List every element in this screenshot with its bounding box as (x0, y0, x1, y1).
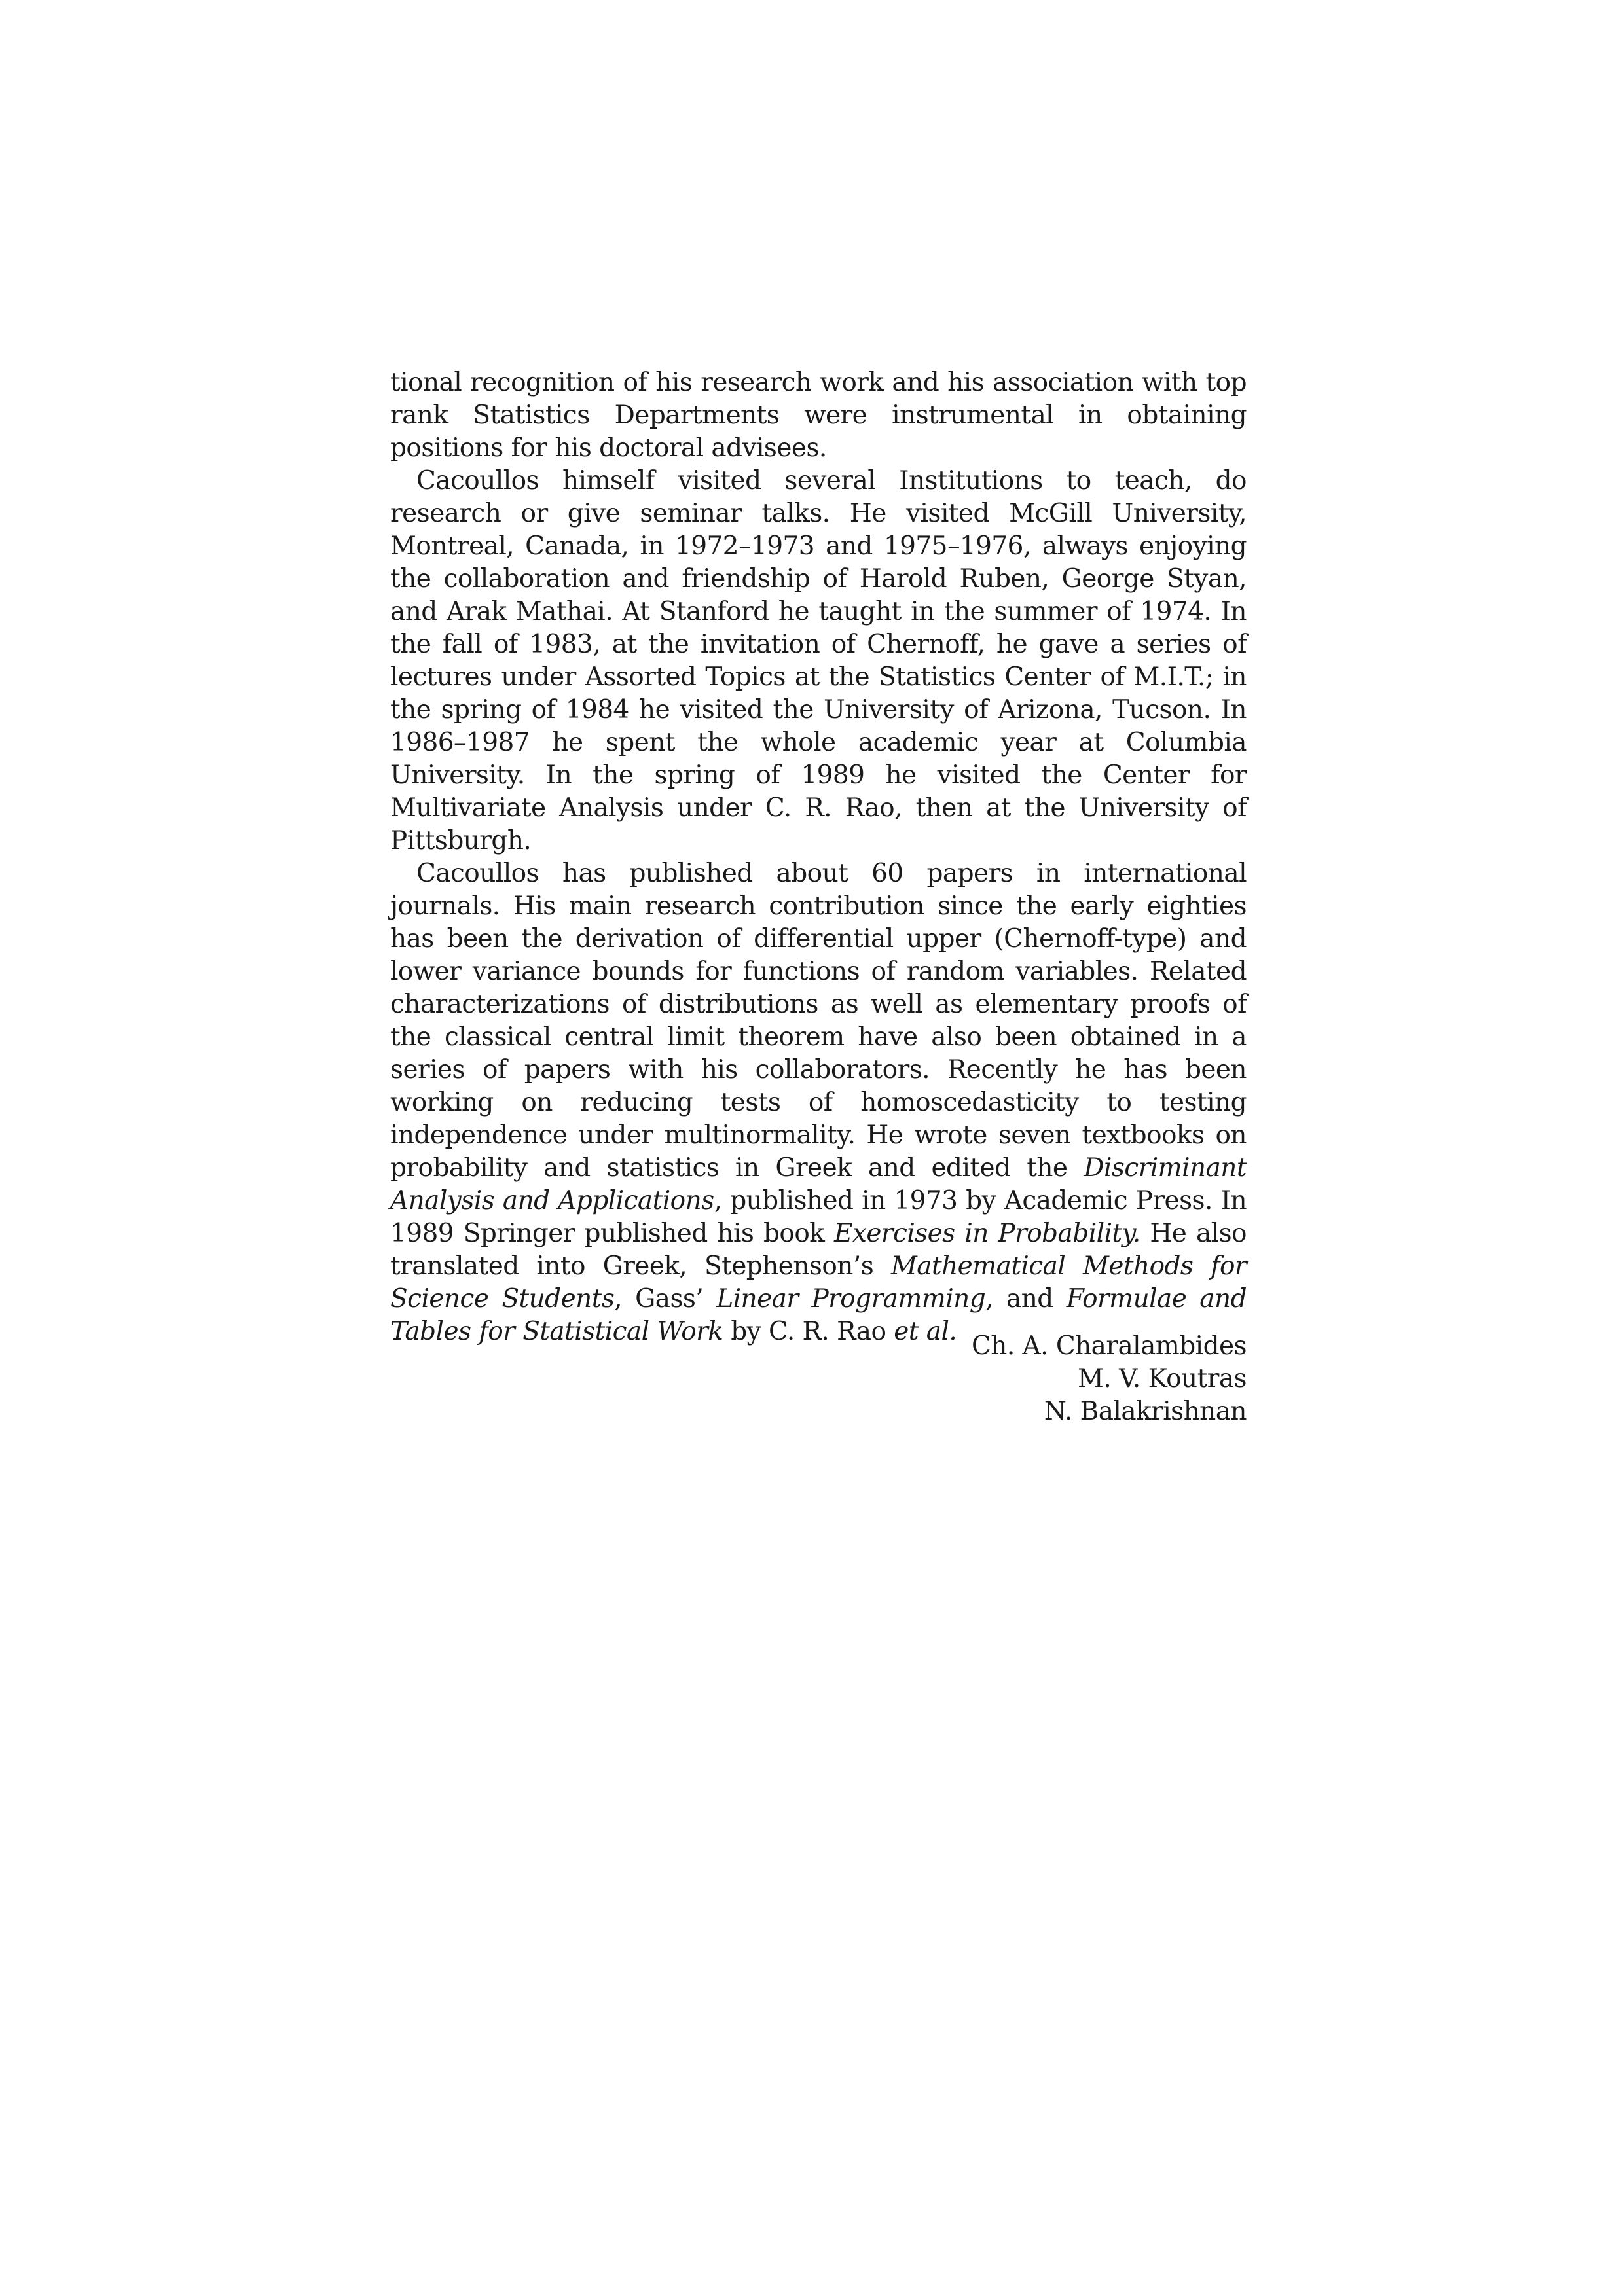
text-run: Cacoullos has published about 60 papers in international journals. His main research contribution since the early eighties has been the derivation of differential upper (Chernoff-type) and lower variance bounds for functions of random variables. Related characterizations of distributions as well as elementary proofs of the classical central limit theorem have also been obtained in a series of papers with his collaborators. Recently he has been working on reducing tests of homoscedasticity to testing independence under multinormality. He wrote seven textbooks on probability and statistics in Greek and edited the (390, 859, 1247, 1183)
italic-title: Mathematical Methods for Science Students (390, 1251, 1247, 1314)
author-name: M. V. Koutras (1078, 1364, 1247, 1393)
text-run: , Gass’ (614, 1284, 717, 1314)
italic-title: Exercises in Probability. (833, 1219, 1140, 1248)
author-name: N. Balakrishnan (1044, 1397, 1247, 1426)
italic-title: et al. (894, 1317, 957, 1346)
paragraph (390, 367, 1247, 465)
paragraph (390, 857, 1247, 1348)
author-name: Ch. A. Charalambides (971, 1331, 1247, 1361)
text-run: , published in 1973 by Academic Press. In 1989 Springer published his book (390, 1186, 1247, 1248)
body-text (390, 367, 1247, 1348)
italic-title: Formulae and Tables for Statistical Work (390, 1284, 1247, 1346)
italic-title: Linear Programming (716, 1284, 986, 1314)
text-run: Cacoullos himself visited several Institutions to teach, do research or give seminar talks. He visited McGill University, Montreal, Canada, in 1972–1973 and 1975–1976, always enjoying the collaboration and friendship of Harold Ruben, George Styan, and Arak Mathai. At Stanford he taught in the summer of 1974. In the fall of 1983, at the invitation of Chernoff, he gave a series of lectures under Assorted Topics at the Statistics Center of M.I.T.; in the spring of 1984 he visited the University of Arizona, Tucson. In 1986–1987 he spent the whole academic year at Columbia University. In the spring of 1989 he visited the Center for Multivariate Analysis under C. R. Rao, then at the University of Pittsburgh. (390, 466, 1247, 855)
text-run: tional recognition of his research work and his association with top rank Statistics Departments were instrumental in obtaining positions for his doctoral advisees. (390, 368, 1247, 463)
text-run: by C. R. Rao (723, 1317, 894, 1346)
italic-title: Discriminant Analysis and Applications (390, 1153, 1247, 1215)
author-signatures (903, 1330, 1247, 1428)
text-run: He also translated into Greek, Stephenson’s (390, 1219, 1247, 1281)
paragraph (390, 465, 1247, 857)
text-run: , and (985, 1284, 1067, 1314)
